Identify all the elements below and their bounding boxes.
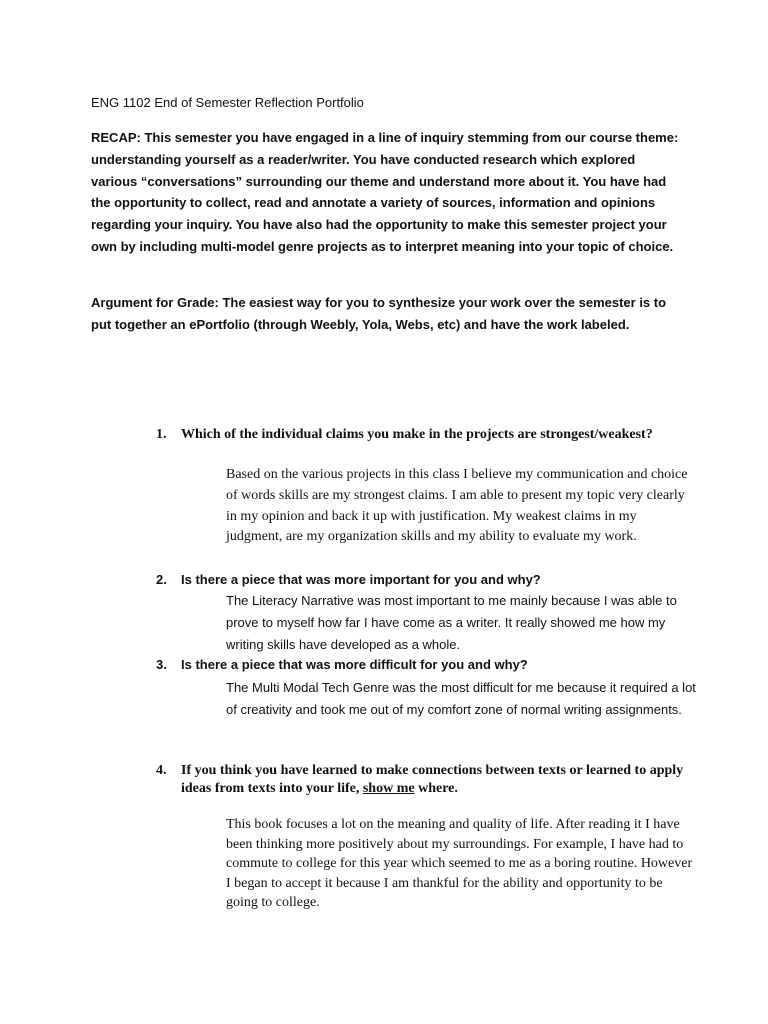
argument-paragraph: Argument for Grade: The easiest way for you to synthesize your work over the semester is to put together an ePortfolio (through Weebly, Yola, Webs, etc) and have the work labeled. <box>91 295 667 332</box>
answer-1: Based on the various projects in this class I believe my communication and choice of words skills are my strongest claims. I am able to present my topic very clearly in my opinion and back it up with justification. My weakest claims in my judgment, are my organization skills and my ability to evaluate my work. <box>226 467 688 545</box>
question-text: Which of the individual claims you make in the projects are strongest/weakest? <box>181 427 653 442</box>
question-3 <box>156 655 686 675</box>
recap-paragraph: RECAP: This semester you have engaged in a line of inquiry stemming from our course theme: understanding yourself as a reader/writer. You have conducted research which explored various “conversations” surrounding our theme and understand more about it. You have had the opportunity to collect, read and annotate a variety of sources, information and opinions regarding your inquiry. You have also had the opportunity to make this semester project your own by including multi-model genre projects as to interpret meaning into your topic of choice. <box>91 130 679 254</box>
answer-4: This book focuses a lot on the meaning and quality of life. After reading it I have been thinking more positively about my surroundings. For example, I have had to commute to college for this year which seemed to me as a boring routine. However I began to accept it because I am thankful for the ability and opportunity to be going to college. <box>226 817 693 910</box>
question-4 <box>156 762 686 798</box>
question-text-start: If you think you have learned to make connections between texts or learned to apply ideas from texts into your life, <box>181 763 684 796</box>
question-number: 4. <box>156 763 167 778</box>
question-number: 2. <box>156 572 167 587</box>
question-text: Is there a piece that was more important for you and why? <box>181 572 541 587</box>
question-text-end: where. <box>414 781 458 796</box>
question-2 <box>156 570 686 590</box>
question-text: Is there a piece that was more difficult for you and why? <box>181 657 528 672</box>
question-text <box>181 762 686 798</box>
question-1 <box>156 426 686 444</box>
answer-3: The Multi Modal Tech Genre was the most difficult for me because it required a lot of creativity and took me out of my comfort zone of normal writing assignments. <box>226 680 696 717</box>
question-number: 1. <box>156 427 167 442</box>
document-title: ENG 1102 End of Semester Reflection Portfolio <box>91 95 364 110</box>
question-number: 3. <box>156 657 167 672</box>
answer-2: The Literacy Narrative was most important to me mainly because I was able to prove to myself how far I have come as a writer. It really showed me how my writing skills have developed as a whole. <box>226 593 677 652</box>
show-me-emphasis: show me <box>362 781 415 796</box>
